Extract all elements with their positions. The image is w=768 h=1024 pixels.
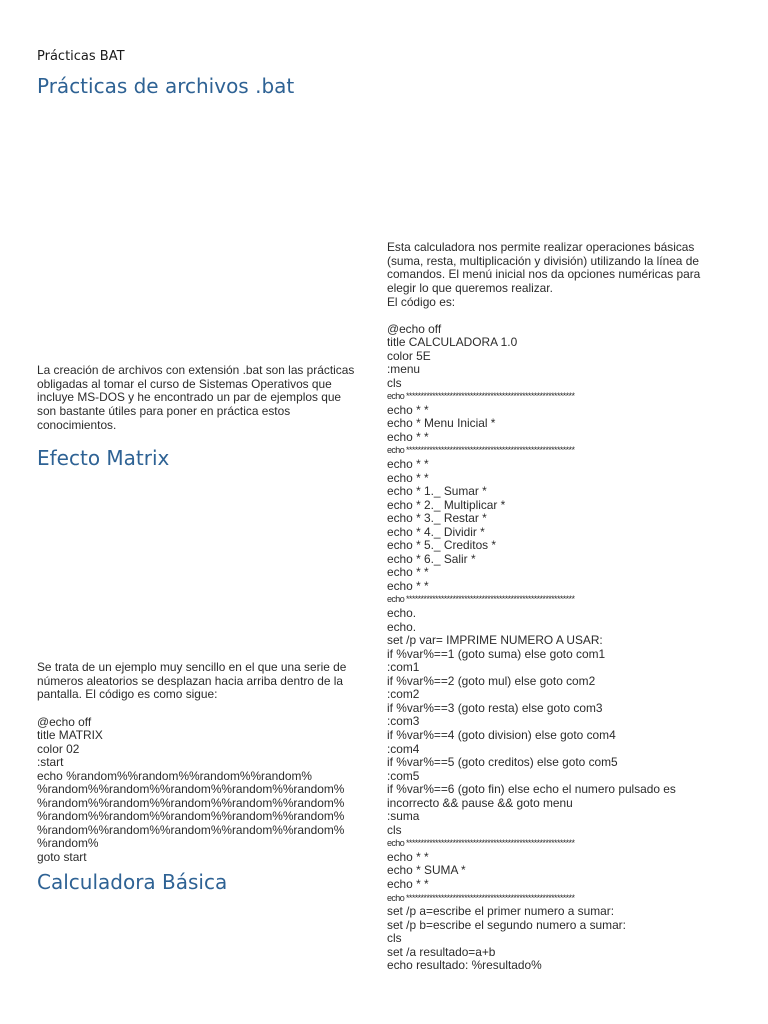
- calculator-code-line: @echo off: [387, 321, 442, 336]
- matrix-code-line: :start: [37, 755, 64, 770]
- calculator-code-line: echo resultado: %resultado%: [387, 958, 542, 973]
- matrix-description-line: pantalla. El código es como sigue:: [37, 687, 218, 702]
- calculator-code-line: echo * 1._ Sumar *: [387, 484, 487, 499]
- calculator-code-line: echo * 5._ Creditos *: [387, 538, 497, 553]
- calculator-code-line: if %var%==2 (goto mul) else goto com2: [387, 673, 596, 688]
- calculator-code-line: incorrecto && pause && goto menu: [387, 795, 573, 810]
- calculator-code-line: if %var%==3 (goto resta) else goto com3: [387, 700, 603, 715]
- calculator-code-line: echo **********************************************************: [387, 391, 575, 402]
- calculator-description-line: elegir lo que queremos realizar.: [387, 281, 553, 296]
- calculator-heading: Calculadora Básica: [37, 870, 228, 894]
- intro-paragraph: [37, 364, 354, 433]
- matrix-code-line: title MATRIX: [37, 728, 103, 743]
- calculator-description-line: (suma, resta, multiplicación y división) utilizando la línea de: [387, 253, 699, 268]
- intro-line: son bastante útiles para poner en práctica estos: [37, 404, 291, 419]
- calculator-code-line: :com2: [387, 687, 420, 702]
- matrix-code-line: %random%%random%%random%%random%%random%: [37, 822, 345, 837]
- calculator-description-line: Esta calculadora nos permite realizar operaciones básicas: [387, 240, 695, 254]
- matrix-description-line: Se trata de un ejemplo muy sencillo en el que una serie de: [37, 660, 347, 674]
- calculator-code-line: set /p a=escribe el primer numero a sumar:: [387, 904, 615, 919]
- calculator-code-line: echo.: [387, 606, 417, 621]
- intro-line: conocimientos.: [37, 417, 117, 432]
- calculator-code-line: :com4: [387, 741, 420, 756]
- matrix-code-line: %random%%random%%random%%random%%random%: [37, 782, 345, 797]
- calculator-code-line: echo * *: [387, 876, 429, 891]
- calculator-code-block: [387, 309, 676, 973]
- calculator-code-line: echo * Menu Inicial *: [387, 416, 496, 431]
- calculator-code-line: echo * *: [387, 429, 429, 444]
- matrix-code-line: goto start: [37, 850, 87, 865]
- calculator-code-line: echo * 6._ Salir *: [387, 551, 476, 566]
- calculator-code-line: set /p b=escribe el segundo numero a sumar:: [387, 917, 626, 932]
- matrix-heading: Efecto Matrix: [37, 446, 170, 470]
- calculator-code-line: echo * 2._ Multiplicar *: [387, 497, 506, 512]
- intro-line: La creación de archivos con extensión .bat son las prácticas: [37, 363, 355, 377]
- matrix-code-line: %random%%random%%random%%random%%random%: [37, 795, 345, 810]
- matrix-code-line: %random%%random%%random%%random%%random%: [37, 809, 345, 824]
- calculator-description-line: El código es:: [387, 294, 456, 309]
- matrix-code-line: %random%: [37, 836, 99, 851]
- calculator-code-line: if %var%==6 (goto fin) else echo el numero pulsado es: [387, 782, 676, 797]
- calculator-code-line: if %var%==4 (goto division) else goto com4: [387, 727, 616, 742]
- calculator-code-line: :suma: [387, 809, 420, 824]
- calculator-code-line: echo **********************************************************: [387, 445, 575, 456]
- calculator-code-line: title CALCULADORA 1.0: [387, 335, 518, 350]
- calculator-code-line: echo.: [387, 619, 417, 634]
- matrix-code-block: [37, 702, 344, 865]
- matrix-description: [37, 661, 346, 702]
- calculator-code-line: cls: [387, 931, 402, 946]
- calculator-code-line: echo * 3._ Restar *: [387, 511, 487, 526]
- calculator-code-line: if %var%==1 (goto suma) else goto com1: [387, 646, 606, 661]
- intro-line: incluye MS-DOS y he encontrado un par de ejemplos que: [37, 390, 342, 405]
- matrix-code-line: echo %random%%random%%random%%random%: [37, 768, 312, 783]
- calculator-code-line: cls: [387, 822, 402, 837]
- intro-line: obligadas al tomar el curso de Sistemas Operativos que: [37, 376, 332, 391]
- calculator-code-line: echo * SUMA *: [387, 863, 466, 878]
- calculator-code-line: if %var%==5 (goto creditos) else goto com5: [387, 755, 618, 770]
- calculator-code-line: echo **********************************************************: [387, 594, 575, 605]
- calculator-code-line: echo **********************************************************: [387, 838, 575, 849]
- calculator-code-line: :com1: [387, 660, 420, 675]
- calculator-code-line: :com5: [387, 768, 420, 783]
- matrix-code-line: color 02: [37, 741, 80, 756]
- matrix-code-line: @echo off: [37, 714, 92, 729]
- calculator-code-line: :menu: [387, 362, 421, 377]
- calculator-code-line: set /p var= IMPRIME NUMERO A USAR:: [387, 633, 603, 648]
- calculator-code-line: echo * *: [387, 457, 429, 472]
- calculator-code-line: echo * 4._ Dividir *: [387, 524, 485, 539]
- calculator-code-line: [387, 309, 676, 323]
- calculator-code-line: cls: [387, 375, 402, 390]
- page-title: Prácticas de archivos .bat: [37, 74, 295, 98]
- calculator-description: [387, 241, 700, 310]
- calculator-code-line: set /a resultado=a+b: [387, 944, 496, 959]
- calculator-description-line: comandos. El menú inicial nos da opciones numéricas para: [387, 267, 701, 282]
- matrix-code-line: [37, 702, 344, 716]
- calculator-code-line: echo * *: [387, 402, 429, 417]
- running-head: Prácticas BAT: [37, 49, 125, 64]
- matrix-description-line: números aleatorios se desplazan hacia arriba dentro de la: [37, 673, 344, 688]
- calculator-code-line: :com3: [387, 714, 420, 729]
- calculator-code-line: echo * *: [387, 849, 429, 864]
- calculator-code-line: echo * *: [387, 565, 429, 580]
- calculator-code-line: color 5E: [387, 348, 431, 363]
- calculator-code-line: echo * *: [387, 578, 429, 593]
- calculator-code-line: echo **********************************************************: [387, 892, 575, 903]
- calculator-code-line: echo * *: [387, 470, 429, 485]
